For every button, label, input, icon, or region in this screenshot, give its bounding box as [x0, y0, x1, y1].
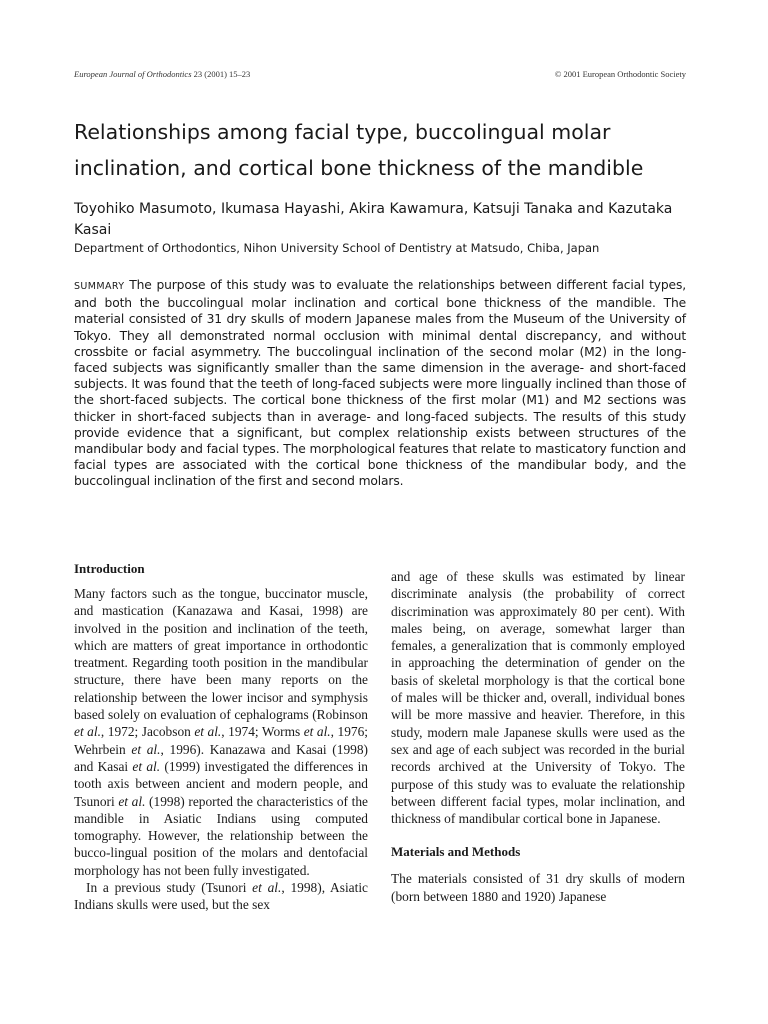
introduction-paragraph-3: and age of these skulls was estimated by linear discriminate analysis (the probability of correct discrimination was approximately 80 per cent). With males being, on average, somewhat larger than females, a generalization that is commonly employed in approaching the determination of gender on the basis of skeletal morphology is that the cortical bone of males will be thicker and, overall, individual bones will be more massive and heavier. Therefore, in this study, modern male Japanese skulls were used as the sex and age of each subject was recorded in the burial records archived at the University of Tokyo. The purpose of this study was to evaluate the relationship between different facial types, molar inclination, and thickness of mandibular cortical bone in Japanese. — [391, 569, 685, 827]
author-affiliation: Department of Orthodontics, Nihon University School of Dentistry at Matsudo, Chiba, Japan — [74, 241, 600, 255]
introduction-paragraph-1 — [74, 585, 368, 879]
et-al-italic: et al. — [118, 793, 146, 809]
summary-text: The purpose of this study was to evaluate the relationships between different facial types, and both the buccolingual molar inclination and cortical bone thickness of the mandible. The material consisted of 31 dry skulls of modern Japanese males from the Museum of the University of Tokyo. They all demonstrated normal occlusion with minimal dental discrepancy, and without crossbite or facial asymmetry. The buccolingual inclination of the second molar (M2) in the long-faced subjects was significantly smaller than the same dimension in the average- and short-faced subjects. It was found that the teeth of long-faced subjects were more lingually inclined than those of the short-faced subjects. The cortical bone thickness of the first molar (M1) and M2 sections was thicker in short-faced subjects than in average- and long-faced subjects. The results of this study provide evidence that a significant, but complex relationship exists between structures of the mandibular body and facial types. The morphological features that relate to masticatory function and facial types are associated with the cortical bone thickness of the mandibular body, and the buccolingual inclination of the first and second molars. — [74, 278, 686, 489]
materials-methods-paragraph: The materials consisted of 31 dry skulls of modern (born between 1880 and 1920) Japanese — [391, 871, 685, 904]
introduction-heading: Introduction — [74, 561, 145, 576]
summary-label: SUMMARY — [74, 281, 125, 292]
copyright-notice: © 2001 European Orthodontic Society — [554, 69, 686, 79]
et-al-italic: et al. — [132, 758, 161, 774]
text-run: (1999) investigated the differences in tooth axis between ancient and modern people, and Tsunori — [74, 758, 368, 809]
et-al-italic: et al. — [303, 724, 331, 740]
abstract-summary — [74, 277, 686, 490]
materials-methods-heading: Materials and Methods — [391, 844, 521, 860]
text-run: (1998) reported the characteristics of the mandible in Asiatic Indians using computed tomography. However, the relationship between the bucco-lingual position of the molars and dentofacial morphology has not been fully investigated. — [74, 793, 368, 878]
article-title: Relationships among facial type, buccolingual molar inclination, and cortical bone thickness of the mandible — [74, 120, 644, 180]
et-al-italic: et al. — [252, 880, 282, 896]
text-run: , 1972; Jacobson — [100, 724, 195, 740]
journal-volume: 23 (2001) 15–23 — [191, 69, 251, 79]
journal-citation — [74, 69, 250, 79]
journal-name: European Journal of Orthodontics — [74, 69, 192, 79]
et-al-italic: et al. — [74, 724, 101, 740]
left-column — [74, 560, 368, 914]
text-run: , 1998), Asiatic Indians skulls were used, but the sex — [74, 880, 368, 913]
et-al-italic: et al. — [194, 724, 222, 740]
author-list: Toyohiko Masumoto, Ikumasa Hayashi, Akira Kawamura, Katsuji Tanaka and Kazutaka Kasai — [74, 201, 673, 238]
text-run: , 1974; Worms — [221, 724, 304, 740]
text-run: In a previous study (Tsunori — [86, 880, 253, 896]
text-run: Many factors such as the tongue, buccinator muscle, and mastication (Kanazawa and Kasai, 1998) are involved in the position and inclination of the teeth, which are matters of great importance in orthodontic treatment. Regarding tooth position in the mandibular structure, there have been many reports on the relationship between the lower incisor and symphysis based solely on evaluation of cephalograms (Robinson — [74, 586, 368, 723]
text-run: , 1996). Kanazawa and Kasai (1998) and Kasai — [74, 741, 368, 774]
right-column — [391, 568, 685, 905]
introduction-paragraph-2 — [74, 879, 368, 914]
text-run: , 1976; Wehrbein — [74, 724, 369, 757]
running-head — [74, 69, 686, 79]
et-al-italic: et al. — [131, 741, 161, 757]
